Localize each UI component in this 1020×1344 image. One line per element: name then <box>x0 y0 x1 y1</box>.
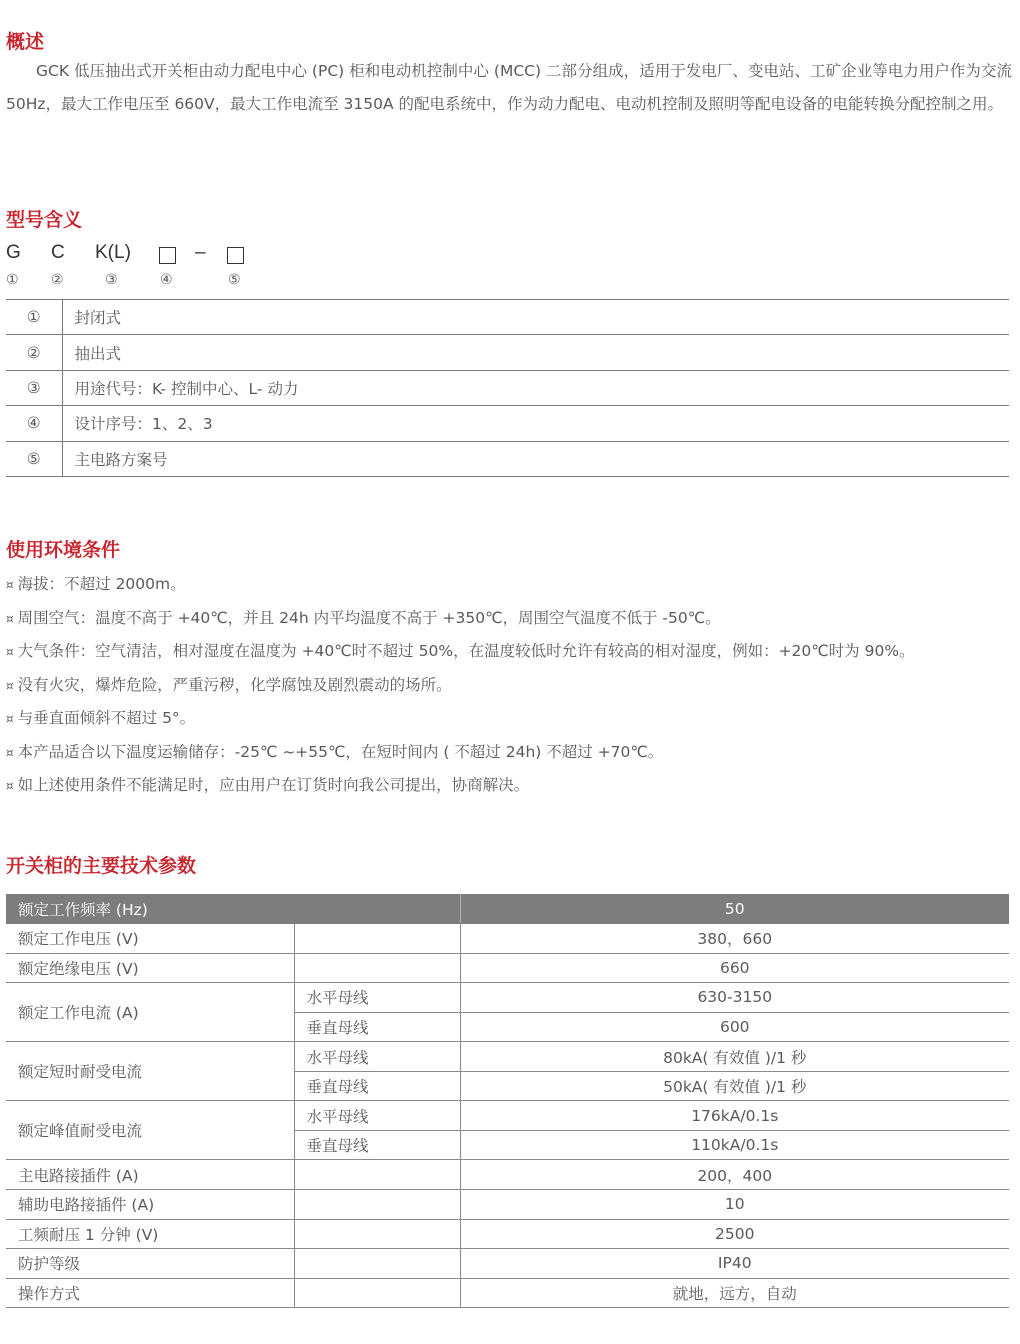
param-name: 额定峰值耐受电流 <box>6 1101 294 1160</box>
code-dash: – <box>195 242 206 263</box>
param-value: 10 <box>460 1189 1009 1219</box>
table-row <box>6 370 1009 405</box>
table-row <box>6 1249 1009 1279</box>
param-value: 50 <box>460 894 1009 924</box>
param-value: IP40 <box>460 1249 1009 1279</box>
param-value: 600 <box>460 1012 1009 1042</box>
list-item: ¤ 大气条件：空气清洁，相对湿度在温度为 +40℃时不超过 50%，在温度较低时允许有较高的相对湿度，例如：+20℃时为 90%。 <box>6 642 915 660</box>
params-table <box>6 894 1009 1308</box>
param-name: 额定绝缘电压 (V) <box>6 953 294 983</box>
list-item: ¤ 如上述使用条件不能满足时，应由用户在订货时向我公司提出，协商解决。 <box>6 776 530 794</box>
param-value: 380，660 <box>460 924 1009 954</box>
table-row <box>6 441 1009 476</box>
table-row <box>6 924 1009 954</box>
param-sub: 垂直母线 <box>294 1071 460 1101</box>
code-num-5: ⑤ <box>228 272 241 288</box>
param-name: 额定工作频率 (Hz) <box>6 894 460 924</box>
param-value: 630-3150 <box>460 983 1009 1013</box>
param-sub: 水平母线 <box>294 1042 460 1072</box>
param-sub: 水平母线 <box>294 1101 460 1131</box>
code-num-1: ① <box>6 272 19 288</box>
model-title: 型号含义 <box>6 209 83 231</box>
meaning-desc: 用途代号：K- 控制中心、L- 动力 <box>62 370 1009 405</box>
param-value: 50kA( 有效值 )/1 秒 <box>460 1071 1009 1101</box>
table-row <box>6 406 1009 441</box>
code-c: C <box>51 242 65 263</box>
code-num-4: ④ <box>160 272 173 288</box>
param-value: 80kA( 有效值 )/1 秒 <box>460 1042 1009 1072</box>
param-value: 660 <box>460 953 1009 983</box>
table-row <box>6 300 1009 335</box>
param-sub: 垂直母线 <box>294 1012 460 1042</box>
overview-title: 概述 <box>6 31 45 53</box>
param-sub: 垂直母线 <box>294 1130 460 1160</box>
code-k: K(L) <box>95 242 131 263</box>
meaning-num: ④ <box>6 406 62 441</box>
meaning-num: ③ <box>6 370 62 405</box>
table-row <box>6 1160 1009 1190</box>
param-name: 额定短时耐受电流 <box>6 1042 294 1101</box>
table-row <box>6 335 1009 370</box>
param-value: 2500 <box>460 1219 1009 1249</box>
meaning-num: ⑤ <box>6 441 62 476</box>
table-row <box>6 1278 1009 1308</box>
meaning-num: ② <box>6 335 62 370</box>
param-value: 110kA/0.1s <box>460 1130 1009 1160</box>
bullet-icon: ¤ <box>6 678 14 693</box>
param-value: 就地，远方，自动 <box>460 1278 1009 1308</box>
list-item: ¤ 没有火灾，爆炸危险，严重污秽，化学腐蚀及剧烈震动的场所。 <box>6 675 452 694</box>
table-row <box>6 1219 1009 1249</box>
list-item: ¤ 周围空气：温度不高于 +40℃，并且 24h 内平均温度不高于 +350℃，周围空气温度不低于 -50℃。 <box>6 608 721 627</box>
code-num-2: ② <box>51 272 64 288</box>
environment-title: 使用环境条件 <box>6 539 121 561</box>
table-row <box>6 953 1009 983</box>
bullet-icon: ¤ <box>6 712 14 726</box>
overview-text: GCK 低压抽出式开关柜由动力配电中心 (PC) 柜和电动机控制中心 (MCC) 二部分组成，适用于发电厂、变电站、工矿企业等电力用户作为交流 50Hz，最大工作电压至 660V，最大工作电流至 3150A 的配电系统中，作为动力配电、电动机控制及照明等配电设备的电能转换分配控制之用。 <box>6 62 1012 113</box>
param-value: 200，400 <box>460 1160 1009 1190</box>
meaning-desc: 封闭式 <box>62 300 1009 335</box>
table-row <box>6 1189 1009 1219</box>
bullet-icon: ¤ <box>6 745 14 760</box>
code-box-5 <box>227 247 244 264</box>
environment-list <box>6 568 1012 803</box>
param-name: 主电路接插件 (A) <box>6 1160 294 1190</box>
code-g: G <box>6 242 21 263</box>
table-row <box>6 1101 1009 1131</box>
param-name: 操作方式 <box>6 1278 294 1308</box>
table-row <box>6 983 1009 1013</box>
bullet-icon: ¤ <box>6 611 14 626</box>
bullet-icon: ¤ <box>6 779 14 793</box>
table-row <box>6 1042 1009 1072</box>
table-header-row <box>6 894 1009 924</box>
param-name: 辅助电路接插件 (A) <box>6 1189 294 1219</box>
list-item: ¤ 海拔：不超过 2000m。 <box>6 575 186 593</box>
meaning-desc: 主电路方案号 <box>62 441 1009 476</box>
code-box-4 <box>159 247 176 264</box>
list-item: ¤ 与垂直面倾斜不超过 5°。 <box>6 709 196 727</box>
meaning-desc: 抽出式 <box>62 335 1009 370</box>
model-meaning-table <box>6 299 1009 477</box>
bullet-icon: ¤ <box>6 578 14 592</box>
params-title: 开关柜的主要技术参数 <box>6 855 197 877</box>
bullet-icon: ¤ <box>6 645 14 659</box>
meaning-num: ① <box>6 300 62 335</box>
list-item: ¤ 本产品适合以下温度运输储存：-25℃ ~+55℃，在短时间内 ( 不超过 24h) 不超过 +70℃。 <box>6 742 664 761</box>
param-name: 防护等级 <box>6 1249 294 1279</box>
param-sub: 水平母线 <box>294 983 460 1013</box>
param-name: 额定工作电压 (V) <box>6 924 294 954</box>
meaning-desc: 设计序号：1、2、3 <box>62 406 1009 441</box>
code-num-3: ③ <box>105 272 118 288</box>
param-name: 工频耐压 1 分钟 (V) <box>6 1219 294 1249</box>
param-name: 额定工作电流 (A) <box>6 983 294 1042</box>
param-value: 176kA/0.1s <box>460 1101 1009 1131</box>
